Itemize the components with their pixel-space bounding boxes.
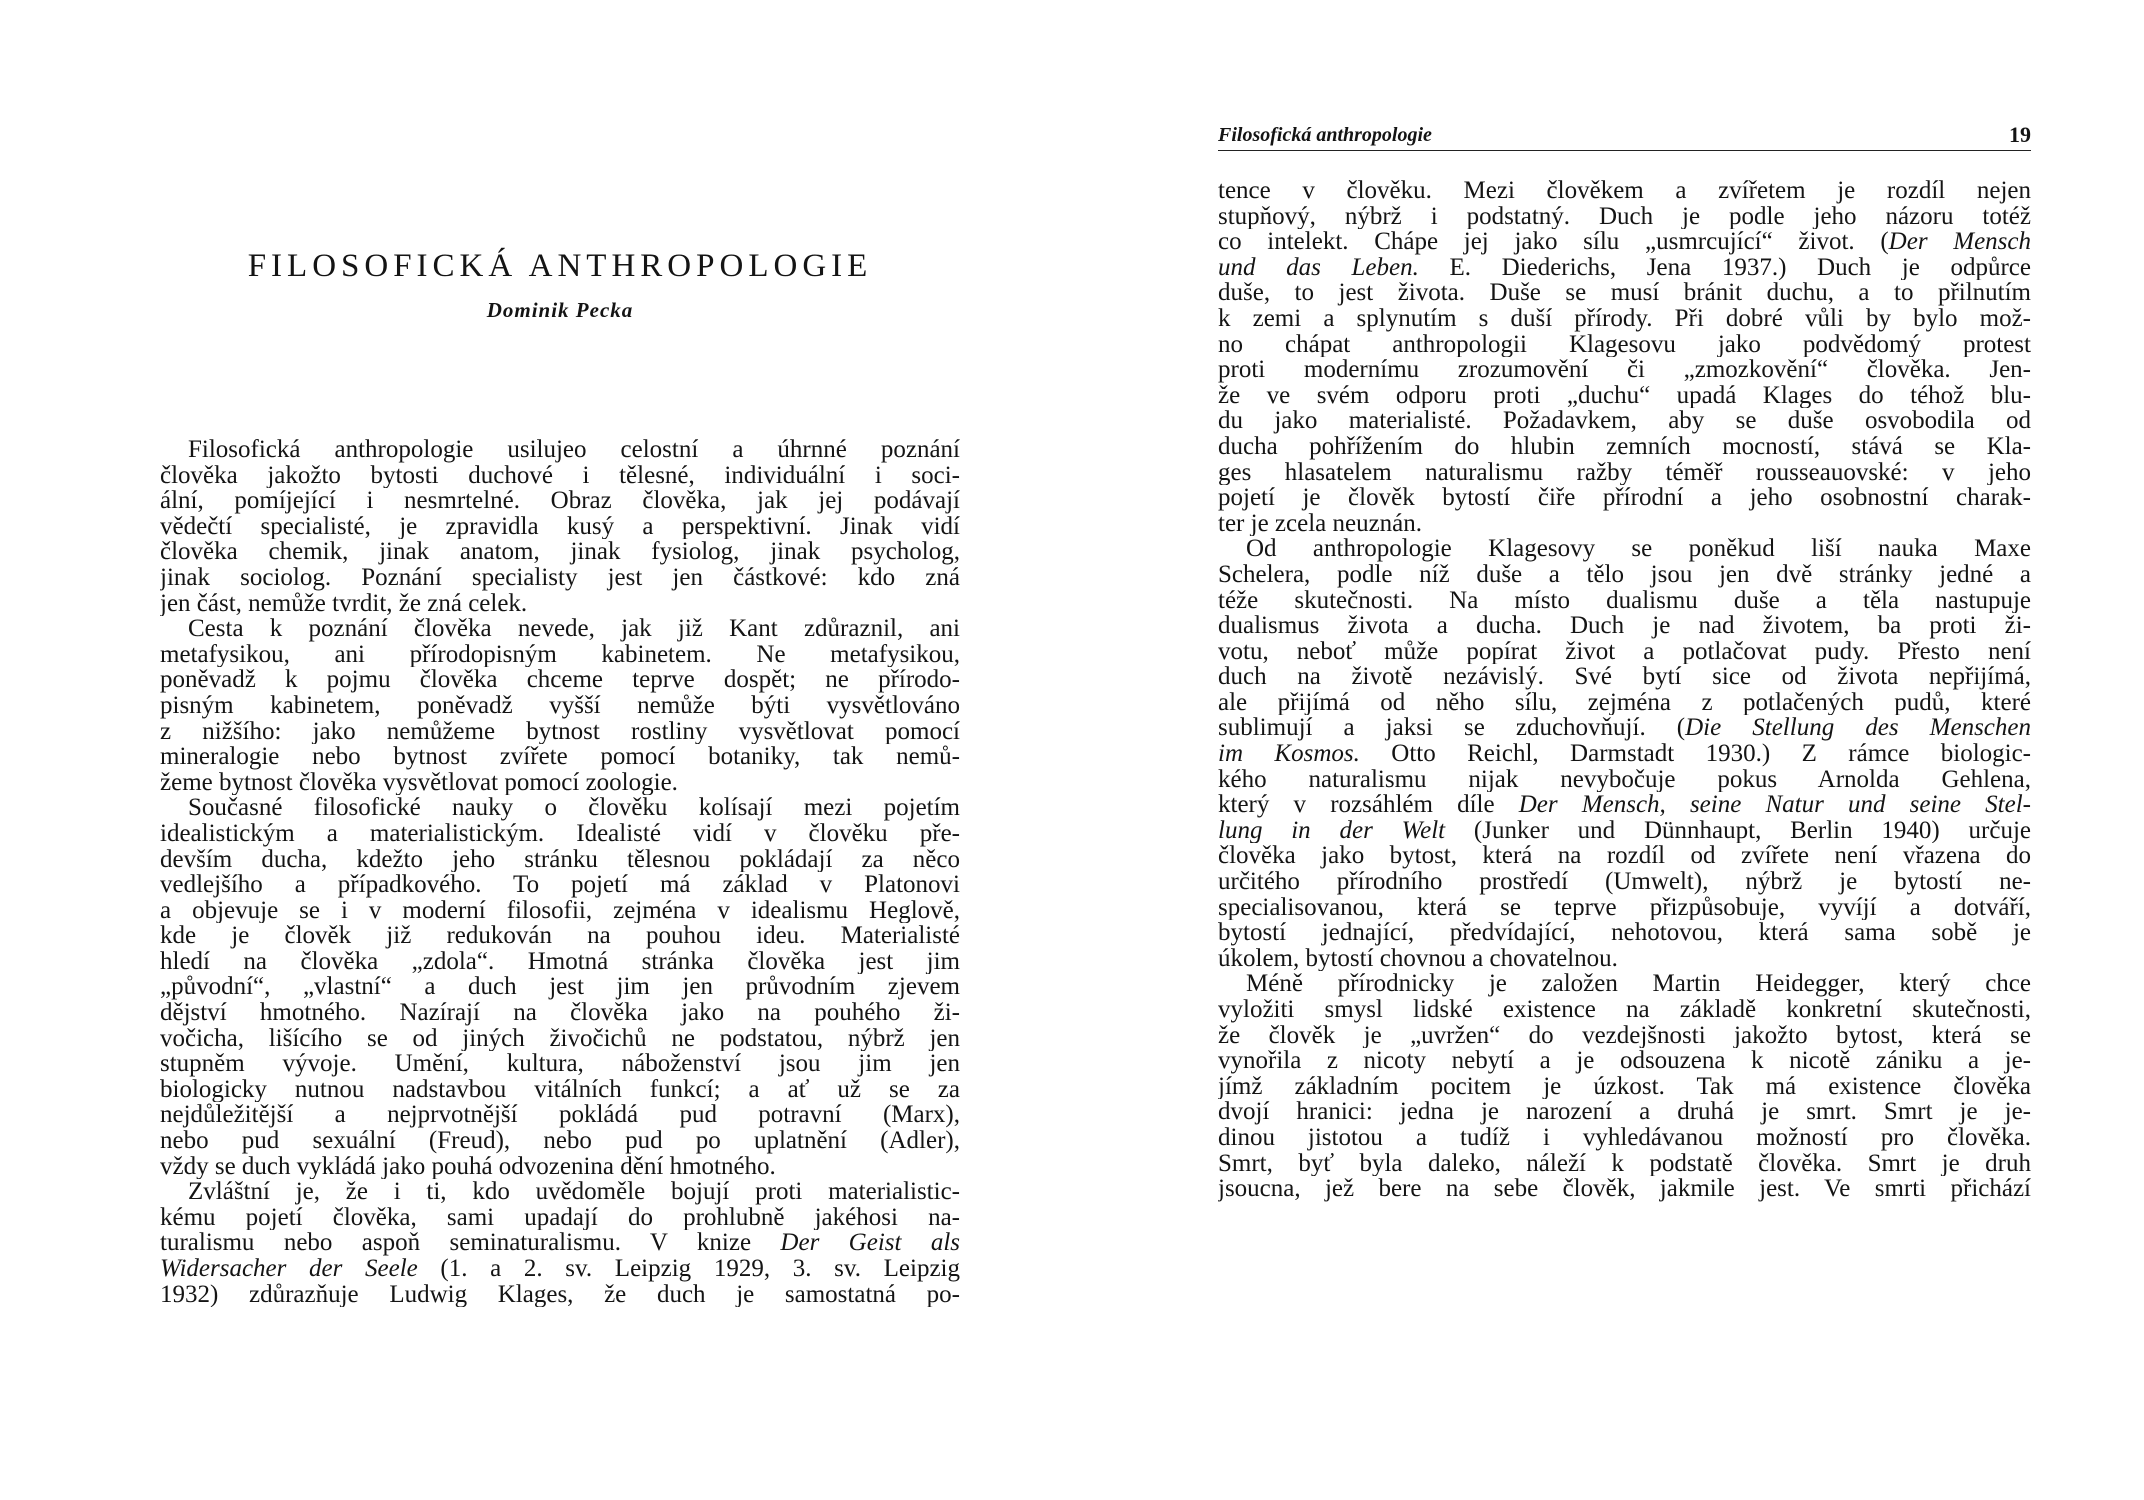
line-text: Současné filosofické nauky o člověku kolísají mezi pojetím [188,795,960,821]
text-line [160,974,960,1000]
line-text: žeme bytnost člověka vysvětlovat pomocí zoologie. [160,769,678,796]
page-number: 19 [2009,122,2031,147]
line-text: bytostí jednající, předvídající, nehotovou, která sama sobě je [1218,920,2031,946]
text-line [1218,255,2031,281]
line-italic-text: Der Geist als [780,1230,960,1256]
text-line [1218,332,2031,358]
text-line [160,1205,960,1231]
text-line [1218,792,2031,818]
line-text: metafysikou, ani přírodopisným kabinetem. Ne metafysikou, [160,641,960,668]
line-text: z nižšího: jako nemůžeme bytnost rostliny vysvětlovat pomocí [160,718,960,745]
line-text: nejdůležitější a nejprvotnější pokládá pud potravní (Marx), [160,1102,960,1129]
text-line [1218,741,2031,767]
text-line [1218,562,2031,588]
text-line [160,1154,960,1180]
text-line [160,1000,960,1026]
line-text: téže skutečnosti. Na místo dualismu duše a těla nastupuje [1218,587,2031,614]
line-text: tence v člověku. Mezi člověkem a zvířetem je rozdíl nejen [1218,178,2031,204]
text-line [1218,869,2031,895]
line-text: ale přijímá od něho sílu, zejména z potlačených pudů, které [1218,689,2031,716]
line-italic-text: Der Mensch [1888,229,2031,255]
line-text: duch na životě nezávislý. Své bytí sice od života nepřijímá, [1218,664,2031,690]
text-line [160,1179,960,1205]
text-line [160,719,960,745]
text-line [1218,690,2031,716]
text-line [1218,664,2031,690]
text-line [1218,306,2031,332]
line-text: hledí na člověka „zdola“. Hmotná stránka člověka jest jim [160,948,960,975]
line-text: Otto Reichl, Darmstadt 1930.) Z rámce biologic- [1359,741,2031,767]
line-text: biologicky nutnou nadstavbou vitálních funkcí; a ať už se za [160,1076,960,1103]
text-line [1218,715,2031,741]
text-line [1218,383,2031,409]
article-author: Dominik Pecka [486,298,634,322]
line-text: devším ducha, kdežto jeho stránku tělesnou pokládají za něco [160,846,960,873]
line-text: člověka chemik, jinak anatom, jinak fysiolog, jinak psycholog, [160,539,960,565]
line-text: ges hlasatelem naturalismu ražby téměř rousseauovské: v jeho [1218,459,2031,486]
line-italic-text: im Kosmos. [1218,741,1360,767]
line-text: proti modernímu zrozumovění či „zmozkovění“ člověka. Jen- [1218,357,2031,383]
text-line [1218,357,2031,383]
line-text: 1932) zdůrazňuje Ludwig Klages, že duch je samostatná po- [160,1281,960,1308]
text-line [160,923,960,949]
text-line [1218,229,2031,255]
line-text: Smrt, byť byla daleko, náleží k podstatě člověka. Smrt je druh [1218,1150,2031,1177]
text-line [160,1102,960,1128]
line-text: duše, to jest života. Duše se musí bránit duchu, a to přilnutím [1218,280,2031,306]
text-line [1218,639,2031,665]
line-text: jinak sociolog. Poznání specialisty jest jen částkové: kdo zná [160,564,960,591]
text-line [160,821,960,847]
left-body-text [160,437,960,1307]
line-text: (1. a 2. sv. Leipzig 1929, 3. sv. Leipzig [417,1256,960,1282]
text-line [1218,895,2031,921]
line-text: specialisovanou, která se teprve přizpůsobuje, vyvíjí a dotváří, [1218,894,2031,921]
text-line [1218,485,2031,511]
line-text: Filosofická anthropologie usilujeo celostní a úhrnné poznání [188,437,960,463]
line-text: sublimují a jaksi se zduchovňují. ( [1218,715,1686,742]
line-text: Od anthropologie Klagesovy se poněkud liší nauka Maxe [1246,536,2031,562]
running-head [1218,124,2031,151]
line-text: člověka jako bytost, která na rozdíl od zvířete není vřazena do [1218,843,2031,870]
line-text: Schelera, podle níž duše a tělo jsou jen dvě stránky jedné a [1218,561,2031,588]
line-text: ter je zcela neuznán. [1218,510,1423,537]
text-line [1218,1023,2031,1049]
line-text: co intelekt. Chápe jej jako sílu „usmrcující“ život. ( [1218,229,1889,255]
line-text: vždy se duch vykládá jako pouhá odvozenina dění hmotného. [160,1153,776,1180]
text-line [160,744,960,770]
text-line [1218,997,2031,1023]
line-text: dinou jistotou a tudíž i vyhledávanou možností pro člověka. [1218,1124,2031,1151]
line-text: (Junker und Dünnhaupt, Berlin 1940) určuje [1445,817,2031,844]
line-text: jen část, nemůže tvrdit, že zná celek. [160,590,528,617]
line-italic-text: Widersacher der Seele [160,1256,418,1282]
line-italic-text: Die Stellung des Menschen [1685,715,2031,742]
line-text: člověka jakožto bytosti duchové i tělesné, individuální i soci- [160,462,960,489]
line-italic-text: Der Mensch, seine Natur und seine Stel- [1518,792,2031,818]
text-line [1218,818,2031,844]
line-text: jsoucna, jež bere na sebe člověk, jakmile jest. Ve smrti přichází [1218,1176,2031,1202]
line-text: který v rozsáhlém díle [1218,792,1519,818]
line-text: dualismus života a ducha. Duch je nad životem, ba proti ži- [1218,613,2031,639]
text-line [160,1128,960,1154]
line-text: E. Diederichs, Jena 1937.) Duch je odpůrce [1418,254,2031,281]
line-text: mineralogie nebo bytnost zvířete pomocí botaniky, tak nemů- [160,744,960,770]
line-text: poněvadž k pojmu člověka chceme teprve dospět; ne přírodo- [160,667,960,693]
line-text: určitého přírodního prostředí (Umwelt), nýbrž je bytostí ne- [1218,869,2031,895]
text-line [160,1230,960,1256]
line-text: vedlejšího a případkového. To pojetí má základ v Platonovi [160,872,960,898]
line-text: Cesta k poznání člověka nevede, jak již Kant zdůraznil, ani [188,616,960,642]
text-line [160,872,960,898]
line-text: no chápat anthropologii Klagesovu jako podvědomý protest [1218,331,2031,358]
line-text: jímž základním pocitem je úzkost. Tak má existence člověka [1218,1073,2031,1100]
text-line [160,667,960,693]
line-text: dvojí hranici: jedna je narození a druhá je smrt. Smrt je je- [1218,1099,2031,1125]
text-line [160,616,960,642]
article-title: FILOSOFICKÁ ANTHROPOLOGIE [247,248,873,284]
line-text: idealistickým a materialistickým. Idealisté vidí v člověku pře- [160,820,960,847]
text-line [1218,434,2031,460]
line-italic-text: und das Leben. [1218,254,1419,281]
line-text: že člověk je „uvržen“ do vezdejšnosti jakožto bytost, která se [1218,1022,2031,1049]
text-line [1218,1099,2031,1125]
text-line [160,488,960,514]
text-line [1218,1125,2031,1151]
text-line [1218,204,2031,230]
text-line [1218,1151,2031,1177]
text-line [1218,536,2031,562]
line-text: ální, pomíjející i nesmrtelné. Obraz člověka, jak jej podávají [160,488,960,514]
line-text: pisným kabinetem, poněvadž vyšší nemůže býti vysvětlováno [160,692,960,719]
line-text: nebo pud sexuální (Freud), nebo pud po uplatnění (Adler), [160,1128,960,1154]
text-line [1218,460,2031,486]
text-line [1218,971,2031,997]
line-text: vědečtí specialisté, je zpravidla kusý a perspektivní. Jinak vidí [160,513,960,540]
text-line [1218,588,2031,614]
line-text: kého naturalismu nijak nevybočuje pokus Arnolda Gehlena, [1218,766,2031,793]
text-line [160,437,960,463]
text-line [1218,408,2031,434]
text-line [160,514,960,540]
text-line [160,1077,960,1103]
running-title: Filosofická anthropologie [1218,124,1432,146]
text-line [1218,511,2031,537]
text-line [160,565,960,591]
line-text: turalismu nebo aspoň seminaturalismu. V knize [160,1230,781,1256]
text-line [1218,920,2031,946]
text-line [1218,280,2031,306]
text-line [1218,1048,2031,1074]
line-italic-text: lung in der Welt [1218,817,1446,844]
text-line [160,847,960,873]
line-text: stupněm vývoje. Umění, kultura, náboženství jsou jim jen [160,1051,960,1077]
text-line [160,1026,960,1052]
line-text: kde je člověk již redukován na pouhou ideu. Materialisté [160,923,960,949]
text-line [1218,843,2031,869]
text-line [160,539,960,565]
text-line [160,1282,960,1308]
line-text: pojetí je člověk bytostí čiře přírodní a jeho osobnostní charak- [1218,485,2031,511]
line-text: ducha pohřížením do hlubin zemních mocností, stává se Kla- [1218,433,2031,460]
text-line [160,949,960,975]
line-text: kému pojetí člověka, sami upadají do prohlubně jakéhosi na- [160,1204,960,1231]
text-line [1218,946,2031,972]
line-text: du jako materialisté. Požadavkem, aby se duše osvobodila od [1218,408,2031,434]
line-text: vynořila z nicoty nebytí a je odsouzena k nicotě zániku a je- [1218,1048,2031,1074]
text-line [1218,767,2031,793]
line-text: dějství hmotného. Nazírají na člověka jako na pouhého ži- [160,1000,960,1026]
text-line [1218,1176,2031,1202]
text-line [1218,178,2031,204]
line-text: Zvláštní je, že i ti, kdo uvědoměle bojují proti materialistic- [188,1179,960,1205]
right-body-text [1218,178,2031,1202]
text-line [160,898,960,924]
text-line [160,1051,960,1077]
line-text: Méně přírodnicky je založen Martin Heidegger, který chce [1246,971,2031,997]
line-text: k zemi a splynutím s duší přírody. Při dobré vůli by bylo mož- [1218,305,2031,332]
text-line [160,693,960,719]
line-text: votu, neboť může popírat život a potlačovat pudy. Přesto není [1218,638,2031,665]
line-text: „původní“, „vlastní“ a duch jest jim jen průvodním zjevem [160,974,960,1001]
line-text: úkolem, bytostí chovnou a chovatelnou. [1218,945,1618,972]
text-line [160,795,960,821]
line-text: a objevuje se i v moderní filosofii, zejména v idealismu Heglově, [160,897,960,924]
line-text: vočicha, lišícího se od jiných živočichů ne podstatou, nýbrž jen [160,1025,960,1052]
text-line [160,642,960,668]
text-line [1218,613,2031,639]
text-line [1218,1074,2031,1100]
text-line [160,770,960,796]
text-line [160,1256,960,1282]
line-text: že ve svém odporu proti „duchu“ upadá Klages do téhož blu- [1218,382,2031,409]
text-line [160,591,960,617]
text-line [160,463,960,489]
line-text: vyložiti smysl lidské existence na základě konkretní skutečnosti, [1218,997,2031,1023]
line-text: stupňový, nýbrž i podstatný. Duch je podle jeho názoru totéž [1218,203,2031,230]
